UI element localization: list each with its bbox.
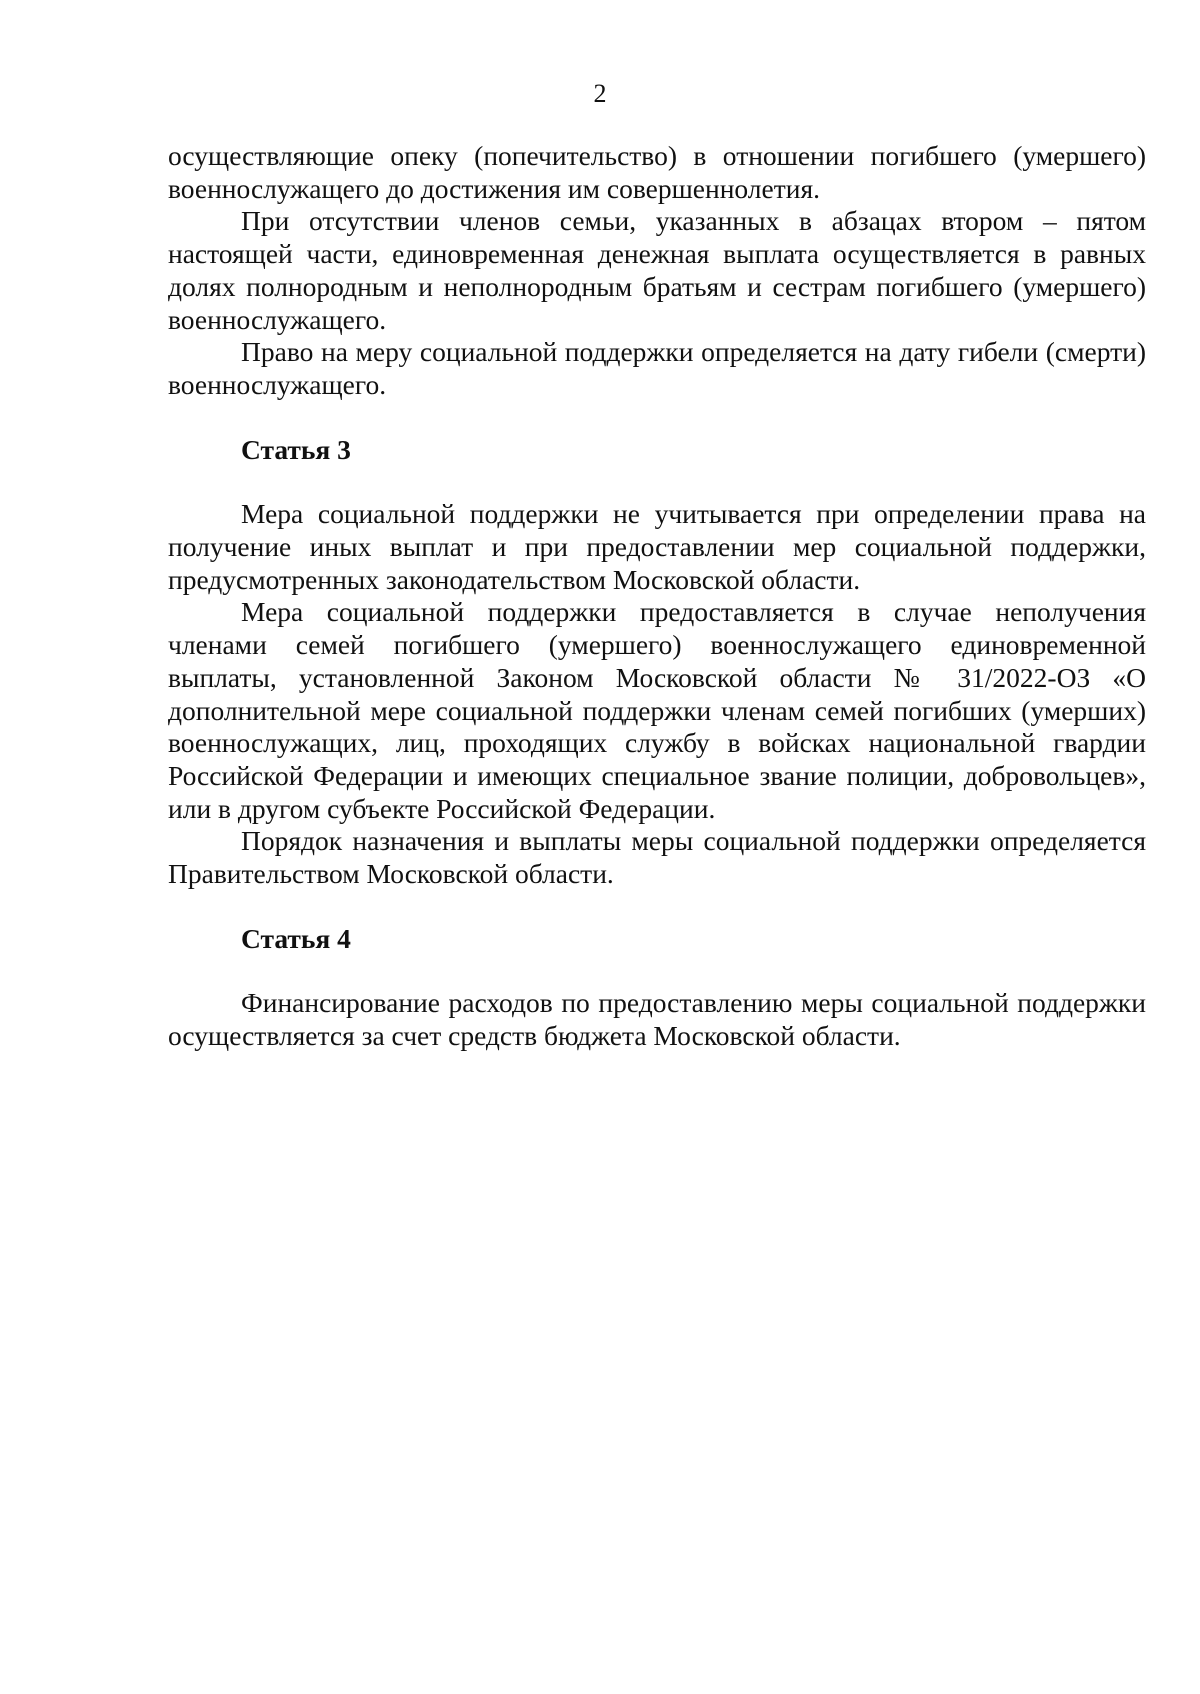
spacer [168, 891, 1146, 923]
paragraph-financing: Финансирование расходов по предоставлению меры социальной поддержки осуществляется за счет средств бюджета Московской области. [168, 987, 1146, 1052]
article-4-title: Статья 4 [241, 922, 351, 954]
article-3-title: Статья 3 [241, 433, 351, 465]
spacer [168, 955, 1146, 987]
page-number: 2 [593, 79, 607, 108]
document-body [168, 140, 1146, 1053]
spacer [168, 466, 1146, 498]
spacer [168, 402, 1146, 434]
paragraph-right-date: Право на меру социальной поддержки определяется на дату гибели (смерти) военнослужащего. [168, 336, 1146, 400]
paragraph-continuation: осуществляющие опеку (попечительство) в отношении погибшего (умершего) военнослужащего до достижения им совершеннолетия. [168, 140, 1146, 204]
paragraph-provision-condition: Мера социальной поддержки предоставляется в случае неполучения членами семей погибшего (умершего) военнослужащего единовременной выплаты, установленной Законом Московской области № 31/2022-ОЗ «О дополнительной мере социальной поддержки членам семей погибших (умерших) военнослужащих, лиц, проходящих службу в войсках национальной гвардии Российской Федерации и имеющих специальное звание полиции, добровольцев», или в другом субъекте Российской Федерации. [168, 596, 1146, 824]
paragraph-siblings-payment: При отсутствии членов семьи, указанных в абзацах втором – пятом настоящей части, единовременная денежная выплата осуществляется в равных долях полнородным и неполнородным братьям и сестрам погибшего (умершего) военнослужащего. [168, 205, 1146, 335]
paragraph-not-counted: Мера социальной поддержки не учитывается при определении права на получение иных выплат и при предоставлении мер социальной поддержки, предусмотренных законодательством Московской области. [168, 498, 1146, 595]
paragraph-procedure: Порядок назначения и выплаты меры социальной поддержки определяется Правительством Московской области. [168, 825, 1146, 890]
